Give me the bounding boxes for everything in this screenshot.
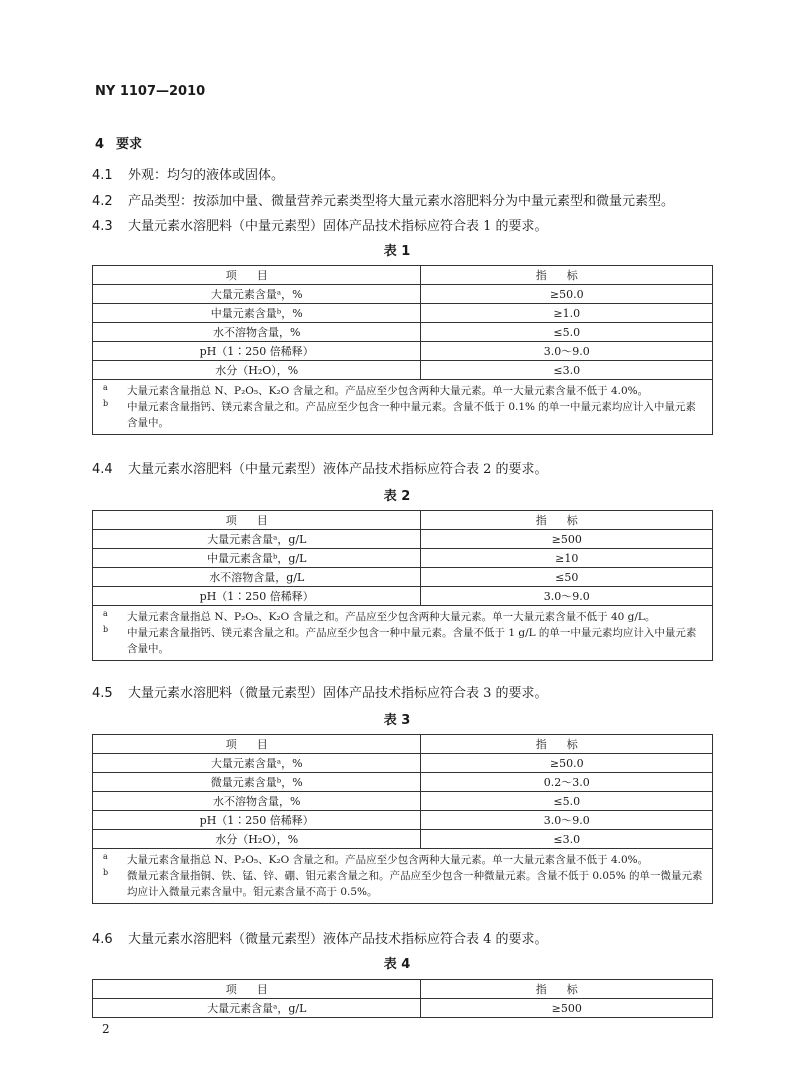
column-header-value: 指标 bbox=[421, 735, 713, 754]
value-cell: 0.2～3.0 bbox=[421, 773, 713, 792]
item-cell: 水分（H₂O），% bbox=[93, 830, 421, 849]
value-cell: ≥50.0 bbox=[421, 285, 713, 304]
column-header-item: 项目 bbox=[93, 980, 421, 999]
footnote-mark: a bbox=[103, 383, 108, 392]
value-cell: ≤5.0 bbox=[421, 792, 713, 811]
column-header-item: 项目 bbox=[93, 511, 421, 530]
footnote-text: 大量元素含量指总 N、P₂O₅、K₂O 含量之和。产品应至少包含两种大量元素。单一大量元素含量不低于 4.0%。 bbox=[127, 854, 649, 866]
clause-text: 大量元素水溶肥料（微量元素型）液体产品技术指标应符合表 4 的要求。 bbox=[128, 932, 548, 947]
footnote-text: 中量元素含量指钙、镁元素含量之和。产品应至少包含一种中量元素。含量不低于 0.1% 的单一中量元素均应计入中量元素含量中。 bbox=[127, 401, 696, 429]
table-row bbox=[93, 549, 713, 568]
item-cell: 微量元素含量ᵇ，% bbox=[93, 773, 421, 792]
table-row bbox=[93, 568, 713, 587]
item-cell: 大量元素含量ᵃ，g/L bbox=[93, 530, 421, 549]
table-row bbox=[93, 342, 713, 361]
footnote-mark: a bbox=[103, 609, 108, 618]
clause-4-6 bbox=[92, 928, 548, 947]
table-header-row bbox=[93, 735, 713, 754]
clause-number: 4.4 bbox=[92, 462, 113, 477]
value-cell: 3.0～9.0 bbox=[421, 811, 713, 830]
item-cell: 水分（H₂O），% bbox=[93, 361, 421, 380]
column-header-item: 项目 bbox=[93, 735, 421, 754]
section-title: 要求 bbox=[116, 137, 143, 152]
clause-text: 外观：均匀的液体或固体。 bbox=[128, 168, 285, 183]
value-cell: ≤3.0 bbox=[421, 361, 713, 380]
table-row bbox=[93, 587, 713, 606]
footnote-text: 微量元素含量指铜、铁、锰、锌、硼、钼元素含量之和。产品应至少包含一种微量元素。含量不低于 0.05% 的单一微量元素均应计入微量元素含量中。钼元素含量不高于 0.5%。 bbox=[127, 870, 703, 898]
clause-4-2 bbox=[92, 190, 674, 209]
table-notes-row bbox=[93, 849, 713, 904]
section-number: 4 bbox=[95, 137, 105, 152]
footnote bbox=[103, 625, 706, 657]
table-1 bbox=[92, 265, 713, 435]
clause-4-4 bbox=[92, 458, 548, 477]
table-row bbox=[93, 811, 713, 830]
clause-text: 产品类型：按添加中量、微量营养元素类型将大量元素水溶肥料分为中量元素型和微量元素型。 bbox=[128, 194, 675, 209]
table-row bbox=[93, 792, 713, 811]
table-row bbox=[93, 830, 713, 849]
item-cell: 中量元素含量ᵇ，% bbox=[93, 304, 421, 323]
page-number: 2 bbox=[102, 1022, 110, 1036]
column-header-item: 项目 bbox=[93, 266, 421, 285]
footnote-text: 大量元素含量指总 N、P₂O₅、K₂O 含量之和。产品应至少包含两种大量元素。单一大量元素含量不低于 4.0%。 bbox=[127, 385, 649, 397]
value-cell: ≥1.0 bbox=[421, 304, 713, 323]
clause-number: 4.6 bbox=[92, 932, 113, 947]
table-4 bbox=[92, 979, 713, 1018]
value-cell: ≥500 bbox=[421, 530, 713, 549]
item-cell: pH（1∶250 倍稀释） bbox=[93, 587, 421, 606]
table-row bbox=[93, 530, 713, 549]
column-header-value: 指标 bbox=[421, 980, 713, 999]
value-cell: ≥50.0 bbox=[421, 754, 713, 773]
clause-number: 4.1 bbox=[92, 168, 113, 183]
table-row bbox=[93, 285, 713, 304]
clause-text: 大量元素水溶肥料（微量元素型）固体产品技术指标应符合表 3 的要求。 bbox=[128, 686, 548, 701]
footnote-text: 中量元素含量指钙、镁元素含量之和。产品应至少包含一种中量元素。含量不低于 1 g/L 的单一中量元素均应计入中量元素含量中。 bbox=[127, 627, 697, 655]
item-cell: 大量元素含量ᵃ，g/L bbox=[93, 999, 421, 1018]
table-row bbox=[93, 323, 713, 342]
table-row bbox=[93, 773, 713, 792]
item-cell: 水不溶物含量，g/L bbox=[93, 568, 421, 587]
value-cell: 3.0～9.0 bbox=[421, 342, 713, 361]
clause-number: 4.3 bbox=[92, 219, 113, 234]
footnote bbox=[103, 609, 706, 625]
table-3 bbox=[92, 734, 713, 904]
table-1-title: 表 1 bbox=[383, 244, 411, 259]
clause-4-5 bbox=[92, 682, 548, 701]
item-cell: pH（1∶250 倍稀释） bbox=[93, 342, 421, 361]
item-cell: 水不溶物含量，% bbox=[93, 792, 421, 811]
value-cell: ≤50 bbox=[421, 568, 713, 587]
table-row bbox=[93, 361, 713, 380]
value-cell: ≥10 bbox=[421, 549, 713, 568]
column-header-value: 指标 bbox=[421, 266, 713, 285]
footnote-mark: b bbox=[103, 868, 109, 877]
item-cell: 大量元素含量ᵃ，% bbox=[93, 754, 421, 773]
clause-text: 大量元素水溶肥料（中量元素型）液体产品技术指标应符合表 2 的要求。 bbox=[128, 462, 548, 477]
footnote-mark: b bbox=[103, 625, 109, 634]
column-header-value: 指标 bbox=[421, 511, 713, 530]
clause-4-1 bbox=[92, 164, 284, 183]
value-cell: ≤3.0 bbox=[421, 830, 713, 849]
value-cell: ≥500 bbox=[421, 999, 713, 1018]
footnote-mark: a bbox=[103, 852, 108, 861]
clause-number: 4.2 bbox=[92, 194, 113, 209]
table-header-row bbox=[93, 980, 713, 999]
table-2 bbox=[92, 510, 713, 661]
footnote bbox=[103, 852, 706, 868]
table-header-row bbox=[93, 511, 713, 530]
footnote-mark: b bbox=[103, 399, 109, 408]
footnote bbox=[103, 868, 706, 900]
table-notes-row bbox=[93, 606, 713, 661]
table-2-title: 表 2 bbox=[383, 489, 411, 504]
value-cell: 3.0～9.0 bbox=[421, 587, 713, 606]
standard-code: NY 1107—2010 bbox=[95, 84, 206, 99]
footnote bbox=[103, 383, 706, 399]
table-notes bbox=[93, 380, 713, 435]
table-notes bbox=[93, 606, 713, 661]
clause-4-3 bbox=[92, 215, 548, 234]
item-cell: 大量元素含量ᵃ，% bbox=[93, 285, 421, 304]
value-cell: ≤5.0 bbox=[421, 323, 713, 342]
table-header-row bbox=[93, 266, 713, 285]
item-cell: 中量元素含量ᵇ，g/L bbox=[93, 549, 421, 568]
footnote-text: 大量元素含量指总 N、P₂O₅、K₂O 含量之和。产品应至少包含两种大量元素。单一大量元素含量不低于 40 g/L。 bbox=[127, 611, 656, 623]
footnote bbox=[103, 399, 706, 431]
item-cell: pH（1∶250 倍稀释） bbox=[93, 811, 421, 830]
clause-text: 大量元素水溶肥料（中量元素型）固体产品技术指标应符合表 1 的要求。 bbox=[128, 219, 548, 234]
table-row bbox=[93, 754, 713, 773]
table-row bbox=[93, 999, 713, 1018]
table-notes-row bbox=[93, 380, 713, 435]
table-4-title: 表 4 bbox=[383, 957, 411, 972]
table-row bbox=[93, 304, 713, 323]
table-notes bbox=[93, 849, 713, 904]
table-3-title: 表 3 bbox=[383, 713, 411, 728]
clause-number: 4.5 bbox=[92, 686, 113, 701]
item-cell: 水不溶物含量，% bbox=[93, 323, 421, 342]
section-heading bbox=[95, 133, 142, 152]
